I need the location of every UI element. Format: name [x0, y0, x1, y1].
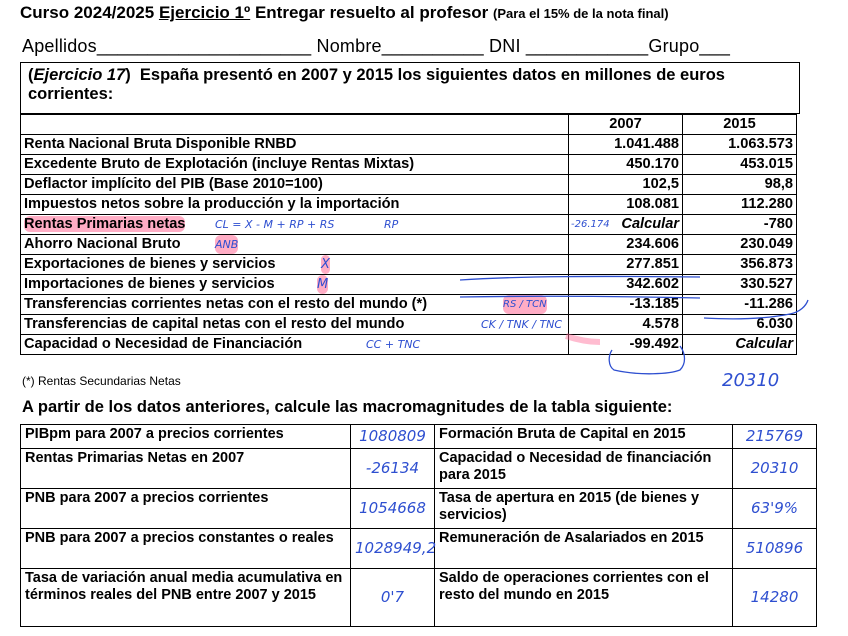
questions-table: [20, 424, 817, 627]
apellidos-blank[interactable]: _____________________: [96, 36, 312, 56]
row-label: Deflactor implícito del PIB (Base 2010=100): [21, 175, 569, 195]
question-left: PNB para 2007 a precios constantes o reales: [21, 529, 351, 569]
row-value-2015: -11.286: [683, 295, 797, 315]
answer-left[interactable]: -26134: [351, 449, 435, 489]
dni-label: DNI: [489, 36, 521, 56]
annotation-rs: RS / TCN: [503, 295, 547, 314]
header-blank: [21, 115, 569, 135]
row-label: Transferencias corrientes netas con el resto del mundo (*) RS / TCN: [21, 295, 569, 315]
side-handwritten-note: 20310: [722, 370, 780, 391]
answer-right[interactable]: 20310: [733, 449, 817, 489]
row-value-2015: 356.873: [683, 255, 797, 275]
row-label: Excedente Bruto de Explotación (incluye Rentas Mixtas): [21, 155, 569, 175]
header-2015: 2015: [683, 115, 797, 135]
row-label: Renta Nacional Bruta Disponible RNBD: [21, 135, 569, 155]
exercise-label: Ejercicio 1º: [158, 3, 251, 22]
row-label: Transferencias de capital netas con el resto del mundo CK / TNK / TNC: [21, 315, 569, 335]
row-value-2007: -13.185: [569, 295, 683, 315]
table-row: [21, 315, 797, 335]
table-header-row: [21, 115, 797, 135]
rpn-highlighted-label: Rentas Primarias netas: [24, 216, 186, 232]
answer-left[interactable]: 1054668: [351, 489, 435, 529]
apellidos-label: Apellidos: [22, 36, 97, 56]
row-label: Exportaciones de bienes y servicios X: [21, 255, 569, 275]
question-row: [21, 449, 817, 489]
data-table: [20, 114, 797, 355]
row-value-2015: 6.030: [683, 315, 797, 335]
grupo-blank[interactable]: ___: [699, 36, 731, 56]
subtitle: A partir de los datos anteriores, calcule las macromagnitudes de la tabla siguiente:: [22, 398, 673, 416]
table-row: [21, 335, 797, 355]
question-row: [21, 489, 817, 529]
table-row: [21, 275, 797, 295]
question-right: Capacidad o Necesidad de financiación para 2015: [435, 449, 733, 489]
table-row: [21, 235, 797, 255]
answer-right[interactable]: 510896: [733, 529, 817, 569]
instruction-label: Entregar resuelto al profesor: [254, 3, 489, 22]
row-label: Ahorro Nacional Bruto ANB: [21, 235, 569, 255]
question-left: Rentas Primarias Netas en 2007: [21, 449, 351, 489]
table-row: [21, 155, 797, 175]
nombre-label: Nombre: [316, 36, 382, 56]
row-value-2007: 342.602: [569, 275, 683, 295]
footnote: (*) Rentas Secundarias Netas: [22, 374, 181, 388]
answer-left[interactable]: 1080809: [351, 425, 435, 449]
dni-blank[interactable]: ____________: [525, 36, 649, 56]
row-value-2007: 108.081: [569, 195, 683, 215]
row-label: Capacidad o Necesidad de Financiación CC + TNC: [21, 335, 569, 355]
row-value-2007: 277.851: [569, 255, 683, 275]
row-value-2007: 450.170: [569, 155, 683, 175]
problem-statement: (Ejercicio 17) España presentó en 2007 y 2015 los siguientes datos en millones de euros corrientes:: [20, 62, 800, 114]
exercise-title: [20, 3, 669, 23]
row-value-2007: 234.606: [569, 235, 683, 255]
annotation-rpn-tag: RP: [384, 218, 399, 231]
annotation-tnk: CK / TNK / TNC: [481, 318, 563, 331]
row-value-2015: Calcular: [683, 335, 797, 355]
row-value-2007: -26.174 Calcular: [569, 215, 683, 235]
row-label: Importaciones de bienes y servicios M: [21, 275, 569, 295]
row-value-2007: 4.578: [569, 315, 683, 335]
course-label: Curso 2024/2025: [20, 3, 155, 22]
answer-right[interactable]: 215769: [733, 425, 817, 449]
student-id-line: [22, 36, 730, 57]
row-value-2015: 230.049: [683, 235, 797, 255]
question-row: [21, 425, 817, 449]
table-row: [21, 295, 797, 315]
row-value-2007: 102,5: [569, 175, 683, 195]
row-value-2015: 1.063.573: [683, 135, 797, 155]
answer-right[interactable]: 63'9%: [733, 489, 817, 529]
answer-left[interactable]: 0'7: [351, 569, 435, 627]
annotation-cap: CC + TNC: [366, 338, 421, 351]
header-2007: 2007: [569, 115, 683, 135]
table-row: [21, 135, 797, 155]
question-right: Saldo de operaciones corrientes con el resto del mundo en 2015: [435, 569, 733, 627]
question-row: [21, 569, 817, 627]
question-left: PIBpm para 2007 a precios corrientes: [21, 425, 351, 449]
grade-note: (Para el 15% de la nota final): [493, 6, 669, 21]
row-value-2015: -780: [683, 215, 797, 235]
row-value-2015: 112.280: [683, 195, 797, 215]
table-row: [21, 255, 797, 275]
question-right: Remuneración de Asalariados en 2015: [435, 529, 733, 569]
answer-left[interactable]: 1028949,2: [351, 529, 435, 569]
statement-ref: Ejercicio 17: [33, 66, 126, 84]
question-row: [21, 529, 817, 569]
annotation-x: X: [321, 257, 330, 272]
question-right: Tasa de apertura en 2015 (de bienes y servicios): [435, 489, 733, 529]
row-label-rpn: [21, 215, 569, 235]
row-value-2007: 1.041.488: [569, 135, 683, 155]
annotation-m: M: [317, 277, 329, 292]
annotation-rpn-formula: CL = X - M + RP + RS: [215, 218, 335, 231]
grupo-label: Grupo: [648, 36, 700, 56]
table-row: [21, 195, 797, 215]
question-right: Formación Bruta de Capital en 2015: [435, 425, 733, 449]
row-value-2015: 330.527: [683, 275, 797, 295]
annotation-anb: ANB: [215, 235, 238, 254]
answer-right[interactable]: 14280: [733, 569, 817, 627]
statement-text: España presentó en 2007 y 2015 los siguientes datos en millones de euros corrientes:: [28, 66, 725, 103]
annotation-rpn-value: -26.174: [571, 219, 610, 230]
row-value-2015: 453.015: [683, 155, 797, 175]
row-value-2007: -99.492: [569, 335, 683, 355]
question-left: PNB para 2007 a precios corrientes: [21, 489, 351, 529]
row-label: Impuestos netos sobre la producción y la importación: [21, 195, 569, 215]
nombre-blank[interactable]: __________: [381, 36, 484, 56]
table-row: [21, 175, 797, 195]
row-value-2015: 98,8: [683, 175, 797, 195]
table-row: [21, 215, 797, 235]
question-left: Tasa de variación anual media acumulativa en términos reales del PNB entre 2007 y 2015: [21, 569, 351, 627]
